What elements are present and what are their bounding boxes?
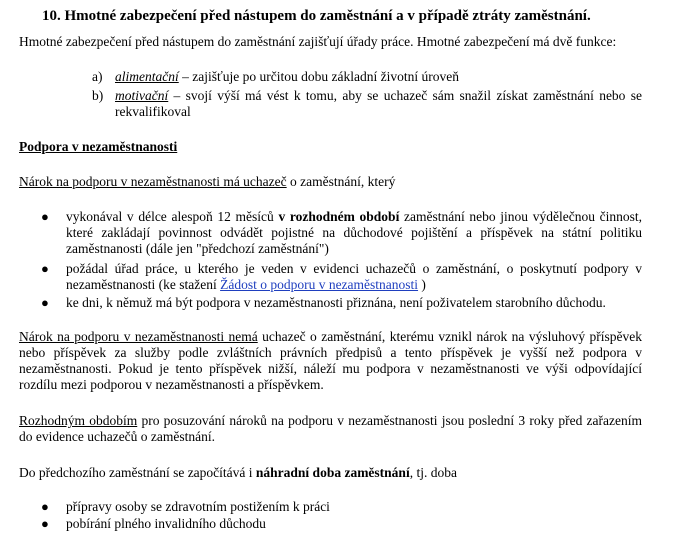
- replacement-item: pobírání plného invalidního důchodu: [66, 516, 266, 531]
- no-claim-underlined: Nárok na podporu v nezaměstnanosti nemá: [19, 329, 258, 344]
- replacement-bold: náhradní doba zaměstnání: [255, 465, 410, 480]
- decisive-period-rest: pro posuzování nároků na podporu v nezaměstnanosti jsou poslední 3 roky před zařazením do evidence uchazečů o zaměstnání.: [19, 413, 643, 444]
- no-claim-paragraph: [19, 329, 642, 393]
- replacement-item: přípravy osoby se zdravotním postižením k práci: [66, 499, 330, 514]
- bullet-icon: ●: [41, 295, 49, 310]
- decisive-period-underlined: Rozhodným obdobím: [19, 413, 138, 428]
- list-marker-a: a): [92, 69, 103, 84]
- bullet-icon: ●: [41, 261, 49, 276]
- claim-intro-underlined: Nárok na podporu v nezaměstnanosti má uchazeč: [19, 174, 287, 189]
- decisive-period-paragraph: [19, 413, 642, 445]
- claim-item-2: [66, 261, 642, 293]
- function-alimentary-text: – zajišťuje po určitou dobu základní životní úroveň: [178, 69, 459, 84]
- claim-item-1: [66, 209, 642, 257]
- claim-item-3: ke dni, k němuž má být podpora v nezaměstnanosti přiznána, není poživatelem starobního důchodu.: [66, 295, 606, 310]
- replacement-paragraph: [19, 465, 457, 481]
- claim-intro-rest: o zaměstnání, který: [286, 174, 396, 189]
- bullet-icon: ●: [41, 499, 49, 514]
- function-motivational-text: – svojí výší má vést k tomu, aby se uchazeč sám snažil získat zaměstnání nebo se rekvalifikoval: [115, 88, 642, 119]
- page-title: 10. Hmotné zabezpečení před nástupem do zaměstnání a v případě ztráty zaměstnání.: [42, 8, 591, 24]
- claim-item-2-post: ): [418, 277, 426, 292]
- bullet-icon: ●: [41, 209, 49, 224]
- function-motivational: [115, 88, 642, 120]
- claim-item-1-pre: vykonával v délce alespoň 12 měsíců: [66, 209, 279, 224]
- term-motivational: motivační: [115, 88, 169, 103]
- no-claim-rest: uchazeč o zaměstnání, kterému vznikl nárok na výsluhový příspěvek nebo příspěvek za služby podle zvláštních právních předpisů a tento příspěvek je vyšší než podpora v nezaměstnanosti. Pokud je tento příspěvek nižší, náleží mu podpora v nezaměstnanosti ve výši odpovídající rozdílu mezi podporou v nezaměstnanosti a příspěvkem.: [19, 329, 642, 392]
- claim-item-2-pre: požádal úřad práce, u kterého je veden v evidenci uchazečů o zaměstnání, o poskytnutí podpory v nezaměstnanosti (ke stažení: [66, 261, 642, 292]
- bullet-icon: ●: [41, 516, 49, 531]
- term-alimentary: alimentační: [115, 69, 179, 84]
- claim-item-1-bold: v rozhodném období: [278, 209, 400, 224]
- function-alimentary: [115, 69, 642, 85]
- list-marker-b: b): [92, 88, 104, 103]
- application-form-link[interactable]: Žádost o podporu v nezaměstnanosti: [220, 277, 419, 292]
- claim-intro: [19, 174, 395, 190]
- replacement-post: , tj. doba: [409, 465, 457, 480]
- replacement-pre: Do předchozího zaměstnání se započítává i: [19, 465, 256, 480]
- claim-item-1-post: zaměstnání nebo jinou výdělečnou činnost, které zakládají povinnost odvádět pojistné na důchodové pojištění a příspěvek na státní politiku zaměstnanosti (dále jen "předchozí zaměstnání"): [66, 209, 642, 256]
- section-title: Podpora v nezaměstnanosti: [19, 139, 178, 154]
- intro-paragraph: Hmotné zabezpečení před nástupem do zaměstnání zajišťují úřady práce. Hmotné zabezpečení má dvě funkce:: [19, 34, 617, 49]
